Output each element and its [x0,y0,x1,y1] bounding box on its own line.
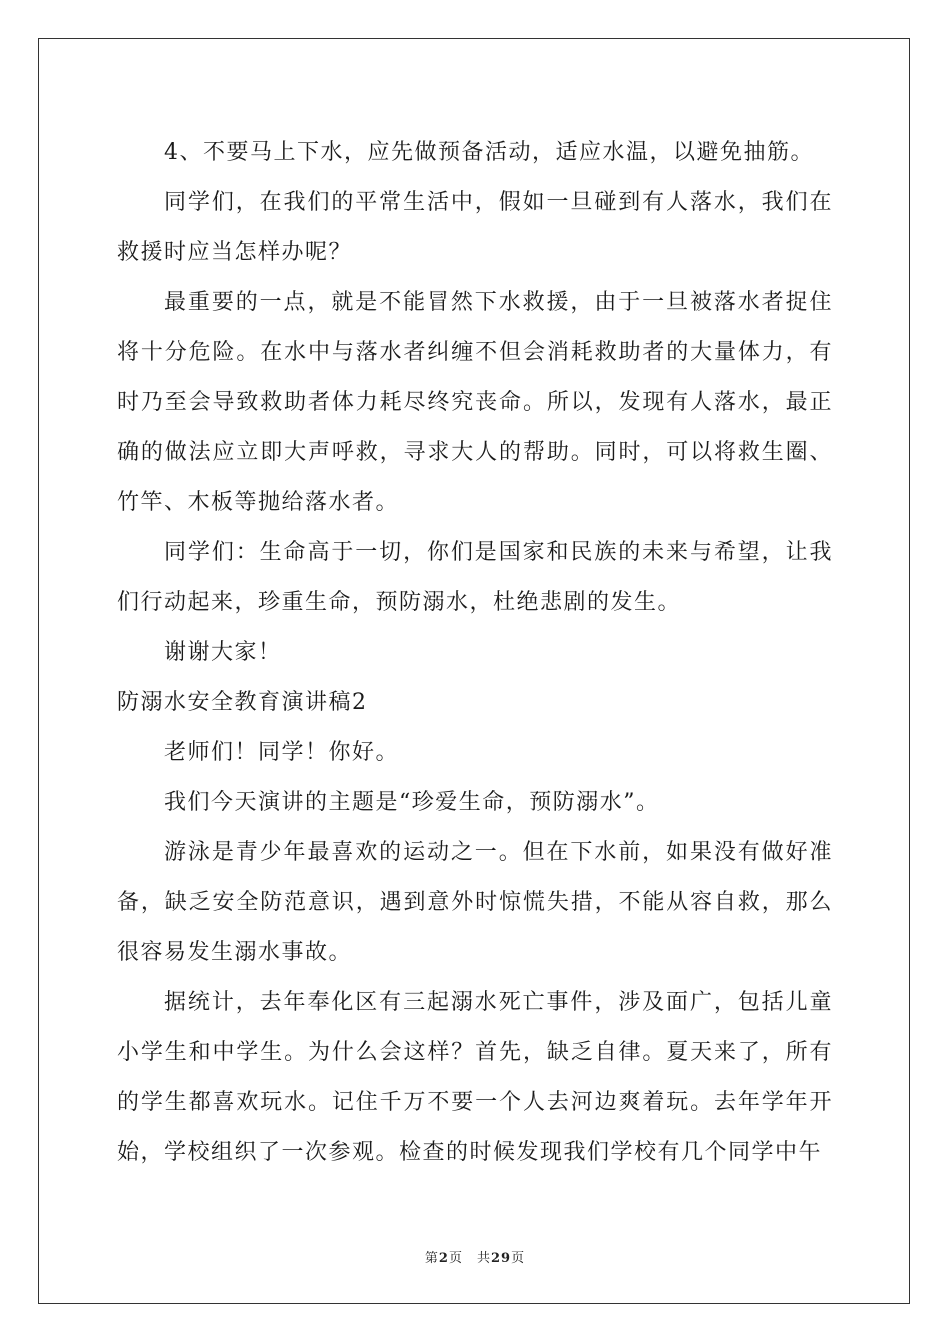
paragraph-theme: 我们今天演讲的主题是“珍爱生命，预防溺水”。 [164,790,660,815]
section-heading: 防溺水安全教育演讲稿2 [117,690,368,715]
footer-prefix: 第 [424,1251,439,1266]
paragraph-statistics: 据统计，去年奉化区有三起溺水死亡事件，涉及面广，包括儿童小学生和中学生。为什么会这样？首先，缺乏自律。夏天来了，所有的学生都喜欢玩水。记住千万不要一个人去河边爽着玩。去年学年开始，学校组织了一次参观。检查的时候发现我们学校有几个同学中午 [117,990,833,1165]
document-body [117,128,833,1178]
paragraph-tip-4: 4、不要马上下水，应先做预备活动，适应水温，以避免抽筋。 [164,140,814,165]
footer-total-pages: 29 [490,1251,512,1266]
paragraph-question: 同学们，在我们的平常生活中，假如一旦碰到有人落水，我们在救援时应当怎样办呢？ [117,190,833,265]
footer-total-suffix: 页 [511,1251,526,1266]
paragraph-call-to-action: 同学们：生命高于一切，你们是国家和民族的未来与希望，让我们行动起来，珍重生命，预防溺水，杜绝悲剧的发生。 [117,540,833,615]
paragraph-thanks: 谢谢大家！ [164,640,282,665]
footer-page-number: 2 [438,1251,449,1266]
footer-total-prefix: 共 [476,1251,491,1266]
page-footer [0,1247,950,1266]
paragraph-swimming: 游泳是青少年最喜欢的运动之一。但在下水前，如果没有做好准备，缺乏安全防范意识，遇到意外时惊慌失措，不能从容自救，那么很容易发生溺水事故。 [117,840,833,965]
paragraph-rescue-advice: 最重要的一点，就是不能冒然下水救援，由于一旦被落水者捉住将十分危险。在水中与落水者纠缠不但会消耗救助者的大量体力，有时乃至会导致救助者体力耗尽终究丧命。所以，发现有人落水，最正确的做法应立即大声呼救，寻求大人的帮助。同时，可以将救生圈、竹竿、木板等抛给落水者。 [117,290,833,515]
footer-page-suffix: 页 [448,1251,463,1266]
paragraph-greeting: 老师们！同学！你好。 [164,740,400,765]
